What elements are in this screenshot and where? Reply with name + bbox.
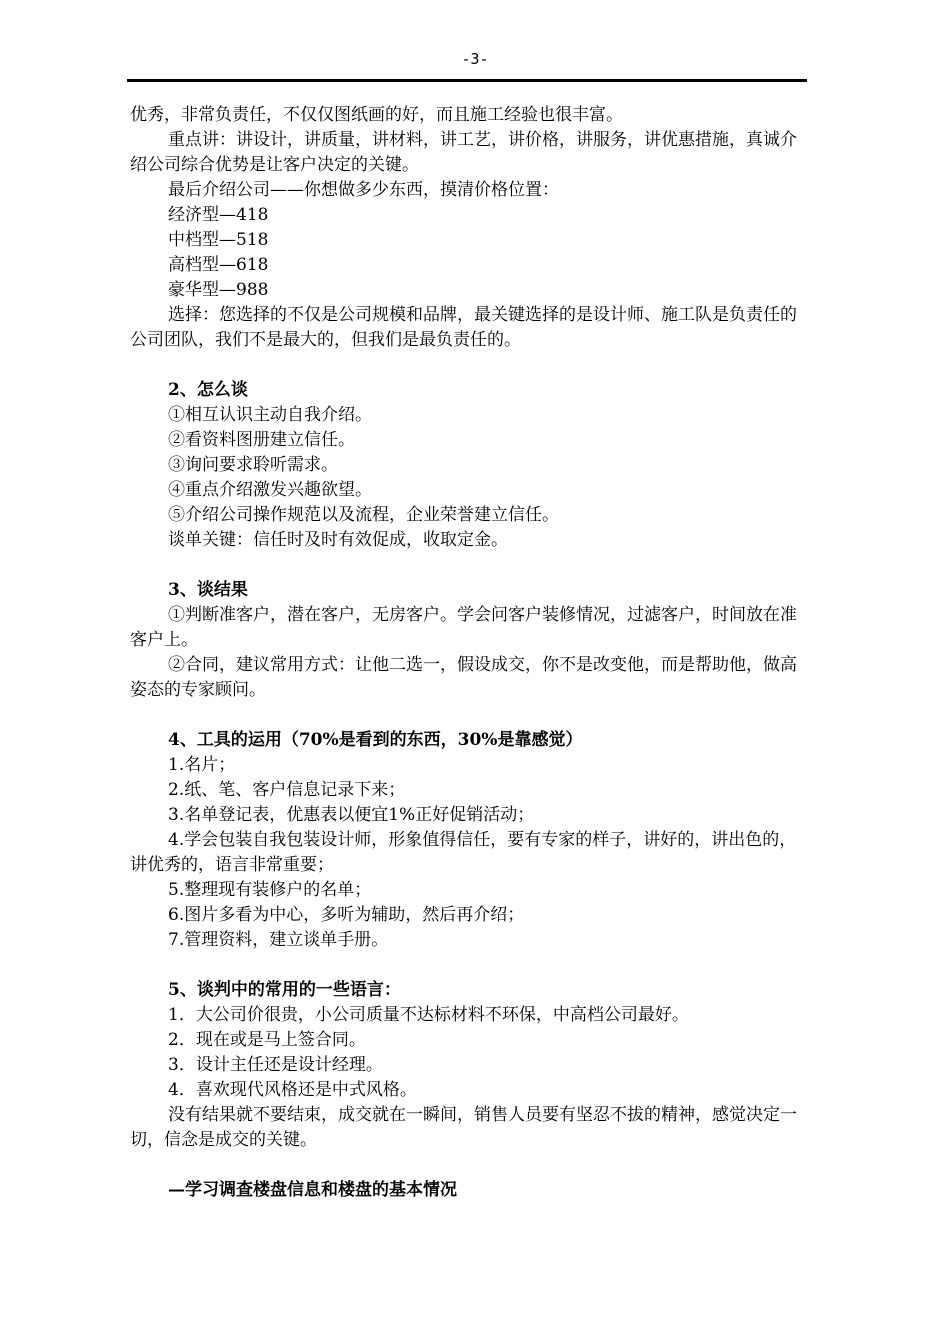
paragraph: 谈单关键：信任时及时有效促成，收取定金。 (168, 530, 508, 550)
list-item: 7.管理资料，建立谈单手册。 (168, 930, 389, 950)
list-item: 高档型—618 (168, 255, 269, 275)
paragraph: 没有结果就不要结束，成交就在一瞬间，销售人员要有坚忍不拔的精神，感觉决定一切，信念是成交的关键。 (130, 1105, 797, 1150)
paragraph: 优秀，非常负责任，不仅仅图纸画的好，而且施工经验也很丰富。 (130, 105, 623, 125)
list-item: ④重点介绍激发兴趣欲望。 (168, 480, 372, 500)
header-rule (127, 79, 807, 82)
page-number: -3- (461, 50, 489, 68)
list-item: 1.名片； (168, 755, 236, 775)
list-item: 2.纸、笔、客户信息记录下来； (168, 780, 406, 800)
section-heading: —学习调查楼盘信息和楼盘的基本情况 (168, 1180, 457, 1200)
list-item: 1．大公司价很贵，小公司质量不达标材料不环保，中高档公司最好。 (168, 1005, 689, 1025)
section-heading: 2、怎么谈 (168, 380, 248, 400)
paragraph: 最后介绍公司——你想做多少东西，摸清价格位置： (168, 180, 559, 200)
paragraph: ②合同，建议常用方式：让他二选一，假设成交，你不是改变他，而是帮助他，做高姿态的专家顾问。 (130, 655, 797, 700)
paragraph: 重点讲：讲设计，讲质量，讲材料，讲工艺，讲价格，讲服务，讲优惠措施，真诚介绍公司综合优势是让客户决定的关键。 (130, 130, 797, 175)
list-item: 中档型—518 (168, 230, 269, 250)
list-item: 豪华型—988 (168, 280, 269, 300)
section-heading: 4、工具的运用（70%是看到的东西，30%是靠感觉） (168, 730, 583, 750)
list-item: 6.图片多看为中心，多听为辅助，然后再介绍； (168, 905, 525, 925)
list-item: 3．设计主任还是设计经理。 (168, 1055, 383, 1075)
paragraph: ①判断准客户，潜在客户，无房客户。学会问客户装修情况，过滤客户，时间放在准客户上。 (130, 605, 797, 650)
list-item: ⑤介绍公司操作规范以及流程，企业荣誉建立信任。 (168, 505, 559, 525)
document-body (130, 103, 806, 1203)
section-heading: 3、谈结果 (168, 580, 248, 600)
list-item: 经济型—418 (168, 205, 269, 225)
list-item: 3.名单登记表，优惠表以便宜1%正好促销活动； (168, 805, 535, 825)
list-item: 4.学会包装自我包装设计师，形象值得信任，要有专家的样子，讲好的，讲出色的，讲优秀的，语言非常重要； (130, 830, 797, 875)
paragraph: 选择：您选择的不仅是公司规模和品牌，最关键选择的是设计师、施工队是负责任的公司团队，我们不是最大的，但我们是最负责任的。 (130, 305, 797, 350)
list-item: ①相互认识主动自我介绍。 (168, 405, 372, 425)
list-item: ③询问要求聆听需求。 (168, 455, 338, 475)
list-item: 5.整理现有装修户的名单； (168, 880, 372, 900)
list-item: 2．现在或是马上签合同。 (168, 1030, 366, 1050)
list-item: ②看资料图册建立信任。 (168, 430, 355, 450)
list-item: 4．喜欢现代风格还是中式风格。 (168, 1080, 417, 1100)
section-heading: 5、谈判中的常用的一些语言： (168, 980, 401, 1000)
